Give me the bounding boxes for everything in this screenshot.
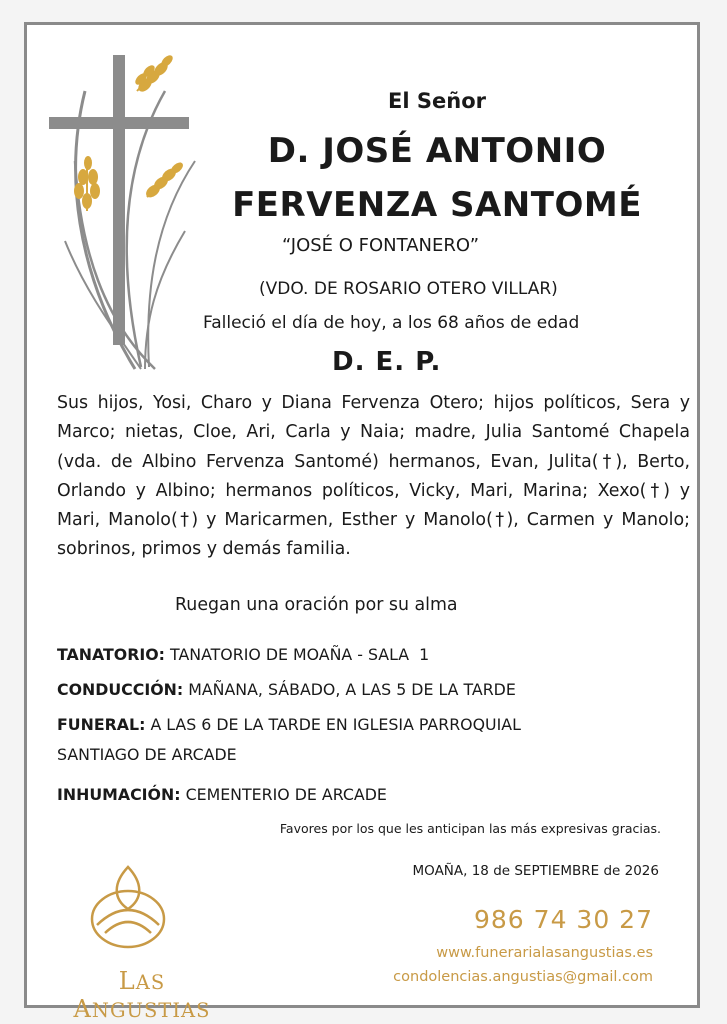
tanatorio-value: TANATORIO DE MOAÑA - SALA 1 [170,645,430,664]
dateline: MOAÑA, 18 de SEPTIEMBRE de 2026 [412,863,659,879]
email-link[interactable]: condolencias.angustias@gmail.com [393,969,653,985]
inhumacion-row [57,785,387,804]
inhumacion-value: CEMENTERIO DE ARCADE [185,785,387,804]
tanatorio-label: TANATORIO: [57,645,165,664]
funeral-label: FUNERAL: [57,715,146,734]
conduccion-value: MAÑANA, SÁBADO, A LAS 5 DE LA TARDE [188,680,516,699]
funeral-home-logo-icon [83,861,173,961]
prayer-request: Ruegan una oración por su alma [175,595,458,615]
rip-initials: D. E. P. [332,347,442,377]
nickname: “JOSÉ O FONTANERO” [282,235,480,256]
inhumacion-label: INHUMACIÓN: [57,785,181,804]
deceased-name-line-1: D. JOSÉ ANTONIO [267,131,607,171]
phone-number: 986 74 30 27 [474,905,653,934]
funeral-row [57,715,521,734]
family-text: Sus hijos, Yosi, Charo y Diana Fervenza Otero; hijos políticos, Sera y Marco; nietas, Cloe, Ari, Carla y Naia; madre, Julia Santomé Chapela (vda. de Albino Fervenza Santomé) hermanos, Evan, Julita(†), Berto, Orlando y Albino; hermanos políticos, Vicky, Mari, Marina; Xexo(†) y Mari, Manolo(†) y Maricarmen, Esther y Manolo(†), Carmen y Manolo; sobrinos, primos y demás familia. [57,393,690,560]
tanatorio-row [57,645,429,664]
brand-name: LAS ANGUSTIAS [73,967,211,1023]
honorific: El Señor [388,89,486,113]
deceased-name-line-2: FERVENZA SANTOMÉ [232,185,642,225]
funeral-value-2: SANTIAGO DE ARCADE [57,745,237,764]
funeral-row-continued [57,745,237,764]
conduccion-label: CONDUCCIÓN: [57,680,184,699]
widower-of: (VDO. DE ROSARIO OTERO VILLAR) [259,279,558,299]
conduccion-row [57,680,516,699]
obituary-card [24,22,700,1023]
thanks-note: Favores por los que les anticipan las más expresivas gracias. [279,821,661,836]
website-link[interactable]: www.funerarialasangustias.es [436,945,653,961]
death-note: Falleció el día de hoy, a los 68 años de edad [203,313,580,333]
funeral-value: A LAS 6 DE LA TARDE EN IGLESIA PARROQUIAL [150,715,521,734]
